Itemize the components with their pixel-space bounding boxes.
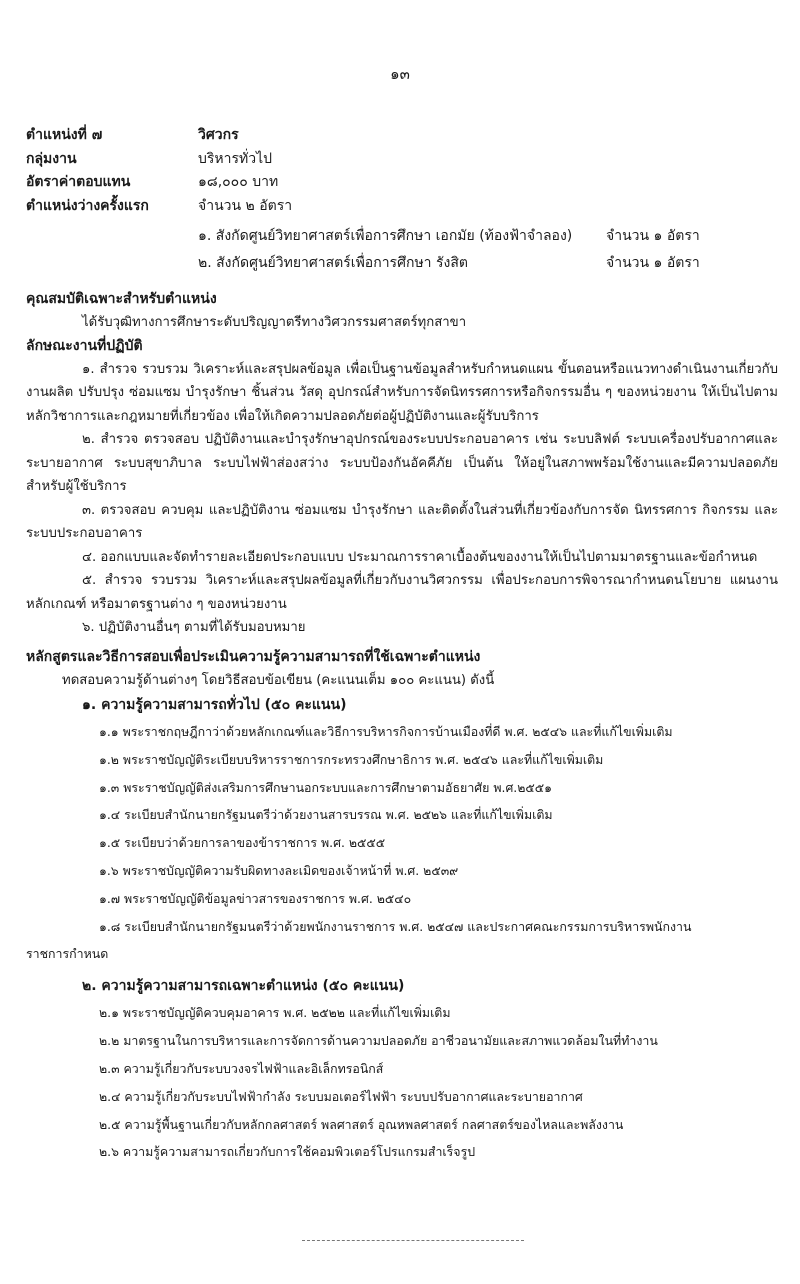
vacancy-row (26, 195, 292, 219)
position-title: วิศวกร (198, 127, 239, 143)
page-number: ๑๓ (390, 65, 410, 83)
location-count: จำนวน ๑ อัตรา (606, 228, 700, 244)
pay-row (26, 171, 292, 195)
duty-item: ๒. สำรวจ ตรวจสอบ ปฏิบัติงานและบำรุงรักษาอุปกรณ์ของระบบประกอบอาคาร เช่น ระบบลิฟต์ ระบบเครื่องปรับอากาศและระบายอากาศ ระบบสุขาภิบาล ระบบไฟฟ้าส่องสว่าง ระบบป้องกันอัคคีภัย เป็นต้น ให้อยู่ในสภาพพร้อมใช้งานและมีความปลอดภัยสำหรับผู้ใช้บริการ (26, 432, 778, 494)
qualification-heading: คุณสมบัติเฉพาะสำหรับตำแหน่ง (26, 291, 217, 307)
exam-topic: ๒.๒ มาตรฐานในการบริหารและการจัดการด้านความปลอดภัย อาชีวอนามัยและสภาพแวดล้อมในที่ทำงาน (99, 1033, 658, 1049)
duty-item: ๓. ตรวจสอบ ควบคุม และปฏิบัติงาน ซ่อมแซม บำรุงรักษา และติดตั้งในส่วนที่เกี่ยวข้องกับการจัด นิทรรศการ กิจกรรม และระบบประกอบอาคาร (26, 502, 778, 541)
duty-item: ๖. ปฏิบัติงานอื่นๆ ตามที่ได้รับมอบหมาย (82, 620, 306, 635)
location-name: ๒. สังกัดศูนย์วิทยาศาสตร์เพื่อการศึกษา รังสิต (198, 255, 468, 271)
exam-topic: ๒.๔ ความรู้เกี่ยวกับระบบไฟฟ้ากำลัง ระบบมอเตอร์ไฟฟ้า ระบบปรับอากาศและระบายอากาศ (99, 1088, 583, 1104)
qualification-text: ได้รับวุฒิทางการศึกษาระดับปริญญาตรีทางวิศวกรรมศาสตร์ทุกสาขา (82, 315, 467, 330)
exam-topic: ๑.๓ พระราชบัญญัติส่งเสริมการศึกษานอกระบบและการศึกษาตามอัธยาศัย พ.ศ.๒๕๕๑ (99, 779, 553, 795)
exam-topic: ๒.๑ พระราชบัญญัติควบคุมอาคาร พ.ศ. ๒๕๒๒ และที่แก้ไขเพิ่มเติม (99, 1005, 451, 1021)
vacancy-value: จำนวน ๒ อัตรา (198, 197, 293, 214)
exam-section-2-title: ๒. ความรู้ความสามารถเฉพาะตำแหน่ง (๕๐ คะแนน) (82, 978, 405, 995)
location-row (198, 251, 718, 275)
exam-topic: ๑.๔ ระเบียบสำนักนายกรัฐมนตรีว่าด้วยงานสารบรรณ พ.ศ. ๒๕๒๖ และที่แก้ไขเพิ่มเติม (99, 807, 553, 823)
exam-topic: ๑.๕ ระเบียบว่าด้วยการลาของข้าราชการ พ.ศ. ๒๕๕๕ (99, 835, 386, 851)
exam-heading: หลักสูตรและวิธีการสอบเพื่อประเมินความรู้ความสามารถที่ใช้เฉพาะตำแหน่ง (26, 648, 481, 665)
exam-topic: ๒.๖ ความรู้ความสามารถเกี่ยวกับการใช้คอมพิวเตอร์โปรแกรมสำเร็จรูป (99, 1144, 476, 1160)
duty-item: ๔. ออกแบบและจัดทำรายละเอียดประกอบแบบ ประมาณการราคาเบื้องต้นของงานให้เป็นไปตามมาตรฐานและข้อกำหนด (82, 549, 758, 565)
group-label: กลุ่มงาน (26, 150, 77, 167)
exam-topic: ๑.๗ พระราชบัญญัติข้อมูลข่าวสารของราชการ พ.ศ. ๒๕๔๐ (99, 890, 412, 906)
group-value: บริหารทั่วไป (198, 150, 273, 167)
document-body (26, 288, 778, 1166)
exam-section-1-title: ๑. ความรู้ความสามารถทั่วไป (๕๐ คะแนน) (82, 697, 347, 713)
vacancy-label: ตำแหน่งว่างครั้งแรก (26, 197, 149, 214)
exam-topic: ๑.๒ พระราชบัญญัติระเบียบบริหารราชการกระทรวงศึกษาธิการ พ.ศ. ๒๕๔๖ และที่แก้ไขเพิ่มเติม (99, 751, 604, 767)
position-label: ตำแหน่งที่ ๗ (26, 127, 103, 143)
footer-divider (302, 1240, 524, 1241)
group-row (26, 148, 292, 172)
pay-value: ๑๘,๐๐๐ บาท (198, 174, 279, 190)
exam-topic: ๒.๕ ความรู้พื้นฐานเกี่ยวกับหลักกลศาสตร์ พลศาสตร์ อุณหพลศาสตร์ กลศาสตร์ของไหลและพลังงาน (99, 1116, 624, 1132)
location-name: ๑. สังกัดศูนย์วิทยาศาสตร์เพื่อการศึกษา เอกมัย (ท้องฟ้าจำลอง) (198, 228, 573, 244)
position-row (26, 124, 292, 148)
location-row (198, 224, 718, 248)
location-count: จำนวน ๑ อัตรา (606, 255, 700, 271)
pay-label: อัตราค่าตอบแทน (26, 174, 131, 190)
exam-intro: ทดสอบความรู้ด้านต่างๆ โดยวิธีสอบข้อเขียน (คะแนนเต็ม ๑๐๐ คะแนน) ดังนี้ (62, 672, 495, 688)
duty-item: ๑. สำรวจ รวบรวม วิเคราะห์และสรุปผลข้อมูล เพื่อเป็นฐานข้อมูลสำหรับกำหนดแผน ขั้นตอนหรือแนวทางดำเนินงานเกี่ยวกับงานผลิต ปรับปรุง ซ่อมแซม บำรุงรักษา ชิ้นส่วน วัสดุ อุปกรณ์สำหรับการจัดนิทรรศการหรือกิจกรรมอื่น ๆ ของหน่วยงาน ให้เป็นไปตามหลักวิชาการและกฎหมายที่เกี่ยวข้อง เพื่อให้เกิดความปลอดภัยต่อผู้ปฏิบัติงานและผู้รับบริการ (26, 361, 778, 424)
exam-topic-continued: ราชการกำหนด (26, 946, 109, 962)
duty-item: ๕. สำรวจ รวบรวม วิเคราะห์และสรุปผลข้อมูลที่เกี่ยวกับงานวิศวกรรม เพื่อประกอบการพิจารณากำหนดนโยบาย แผนงาน หลักเกณฑ์ หรือมาตรฐานต่าง ๆ ของหน่วยงาน (26, 573, 778, 612)
exam-topic: ๑.๘ ระเบียบสำนักนายกรัฐมนตรีว่าด้วยพนักงานราชการ พ.ศ. ๒๕๔๗ และประกาศคณะกรรมการบริหารพนักงาน (99, 918, 692, 934)
exam-topic: ๒.๓ ความรู้เกี่ยวกับระบบวงจรไฟฟ้าและอิเล็กทรอนิกส์ (99, 1060, 384, 1076)
exam-topic: ๑.๖ พระราชบัญญัติความรับผิดทางละเมิดของเจ้าหน้าที่ พ.ศ. ๒๕๓๙ (99, 862, 459, 878)
exam-topic: ๑.๑ พระราชกฤษฎีกาว่าด้วยหลักเกณฑ์และวิธีการบริหารกิจการบ้านเมืองที่ดี พ.ศ. ๒๕๔๖ และที่แก้ไขเพิ่มเติม (99, 724, 673, 739)
position-info (26, 124, 292, 218)
duties-heading: ลักษณะงานที่ปฏิบัติ (26, 337, 143, 354)
